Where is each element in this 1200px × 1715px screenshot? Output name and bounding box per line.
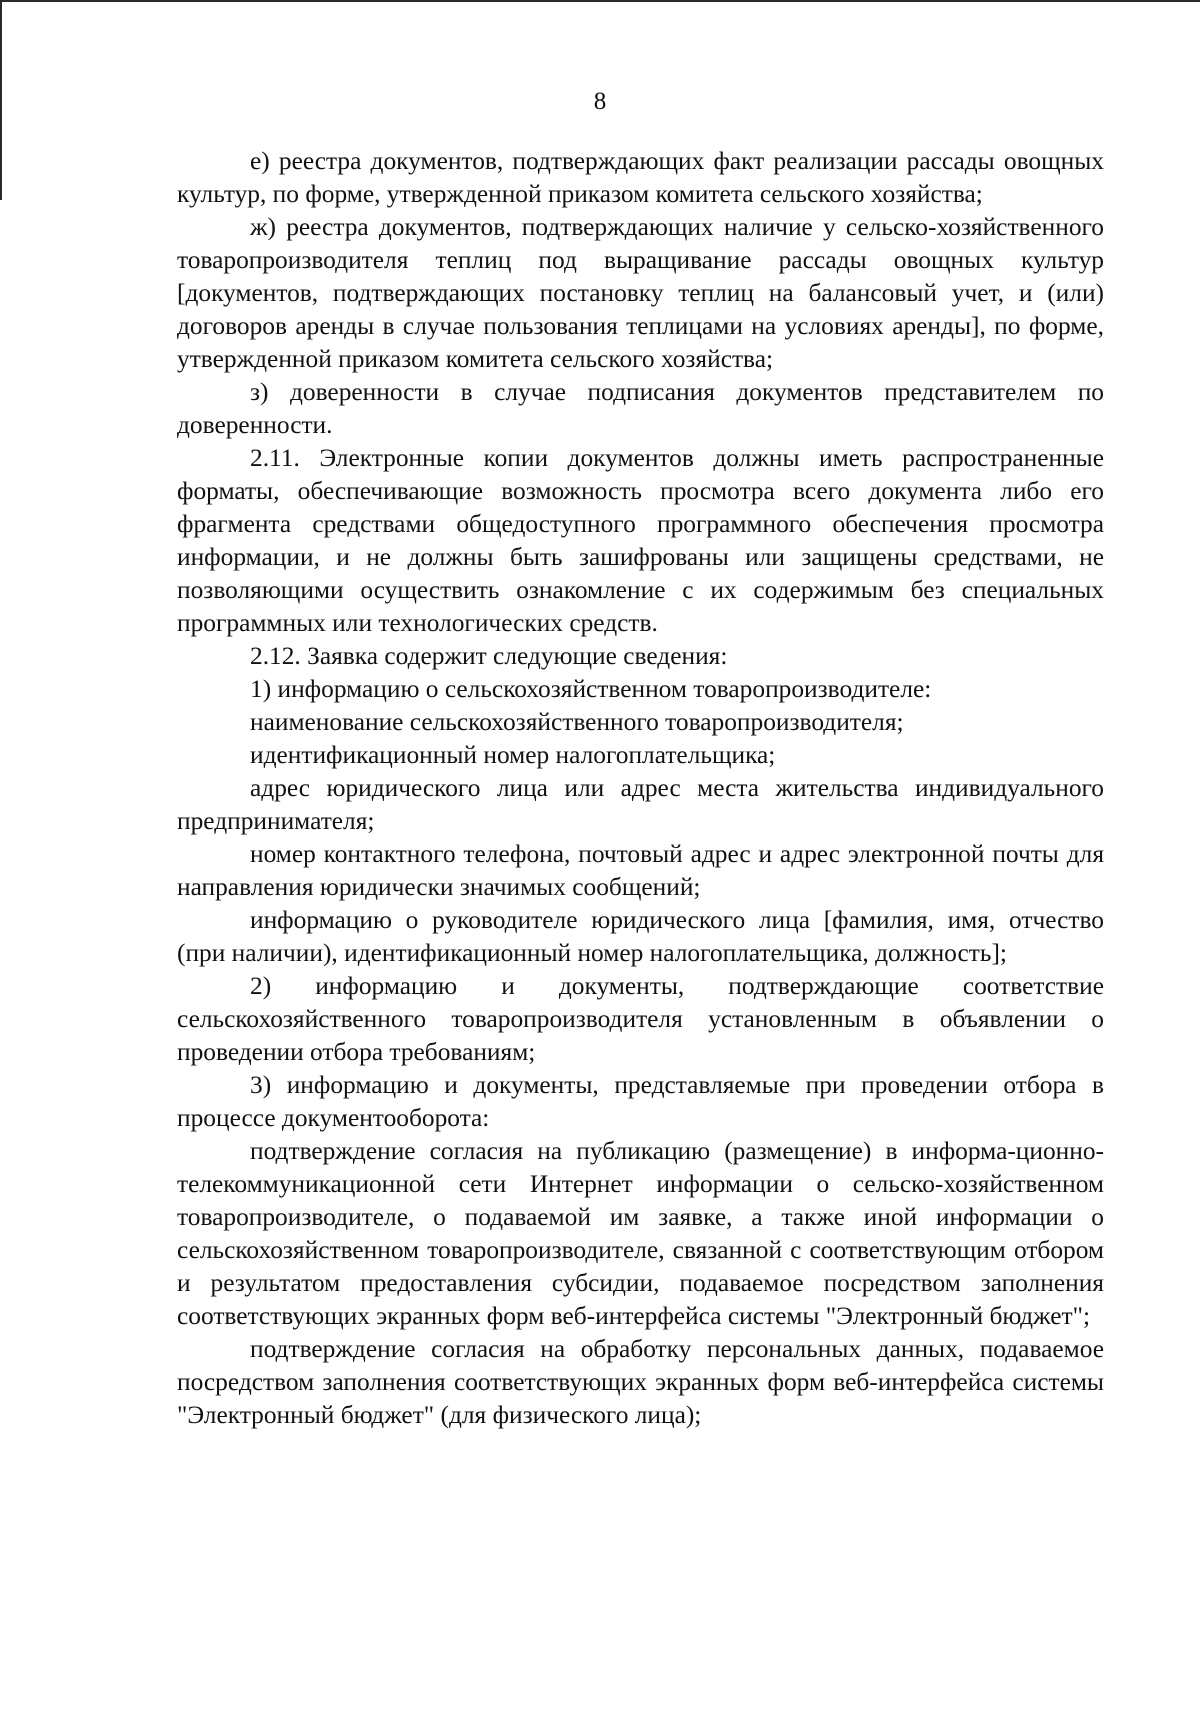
paragraph-publication-consent: подтверждение согласия на публикацию (размещение) в информа-ционно-телекоммуникационной сети Интернет информации о сельско-хозяйственном товаропроизводителе, о подаваемой им заявке, а также иной информации о сельскохозяйственном товаропроизводителе, связанной с соответствующим отбором и результатом предоставления субсидии, подаваемое посредством заполнения соответствующих экранных форм веб-интерфейса системы "Электронный бюджет"; — [177, 1137, 1104, 1330]
paragraph-2-12: 2.12. Заявка содержит следующие сведения: — [250, 642, 728, 670]
paragraph-address: адрес юридического лица или адрес места жительства индивидуального предпринимателя; — [177, 774, 1104, 835]
paragraph-zh: ж) реестра документов, подтверждающих наличие у сельско-хозяйственного товаропроизводителя теплиц под выращивание рассады овощных культур [документов, подтверждающих постановку теплиц на балансовый учет, и (или) договоров аренды в случае пользования теплицами на условиях аренды], по форме, утвержденной приказом комитета сельского хозяйства; — [177, 213, 1104, 373]
paragraph-z: з) доверенности в случае подписания документов представителем по доверенности. — [177, 378, 1104, 439]
paragraph-head: информацию о руководителе юридического лица [фамилия, имя, отчество (при наличии), идентификационный номер налогоплательщика, должность]; — [177, 906, 1104, 967]
paragraph-inn: идентификационный номер налогоплательщика; — [250, 741, 776, 769]
paragraph-contacts: номер контактного телефона, почтовый адрес и адрес электронной почты для направления юридически значимых сообщений; — [177, 840, 1104, 901]
paragraph-item-1: 1) информацию о сельскохозяйственном товаропроизводителе: — [250, 675, 932, 703]
paragraph-item-2: 2) информацию и документы, подтверждающие соответствие сельскохозяйственного товаропроизводителя установленным в объявлении о проведении отбора требованиям; — [177, 972, 1104, 1066]
paragraph-2-11: 2.11. Электронные копии документов должны иметь распространенные форматы, обеспечивающие возможность просмотра всего документа либо его фрагмента средствами общедоступного программного обеспечения просмотра информации, и не должны быть зашифрованы или защищены средствами, не позволяющими осуществить ознакомление с их содержимым без специальных программных или технологических средств. — [177, 444, 1104, 637]
paragraph-item-3: 3) информацию и документы, представляемые при проведении отбора в процессе документооборота: — [177, 1071, 1104, 1132]
paragraph-e: е) реестра документов, подтверждающих факт реализации рассады овощных культур, по форме, утвержденной приказом комитета сельского хозяйства; — [177, 147, 1104, 208]
paragraph-name: наименование сельскохозяйственного товаропроизводителя; — [250, 708, 904, 736]
paragraph-personal-data-consent: подтверждение согласия на обработку персональных данных, подаваемое посредством заполнения соответствующих экранных форм веб-интерфейса системы "Электронный бюджет" (для физического лица); — [177, 1335, 1104, 1429]
scan-border-top — [0, 0, 1200, 2]
document-body — [177, 145, 1104, 1432]
page-number: 8 — [593, 88, 607, 115]
